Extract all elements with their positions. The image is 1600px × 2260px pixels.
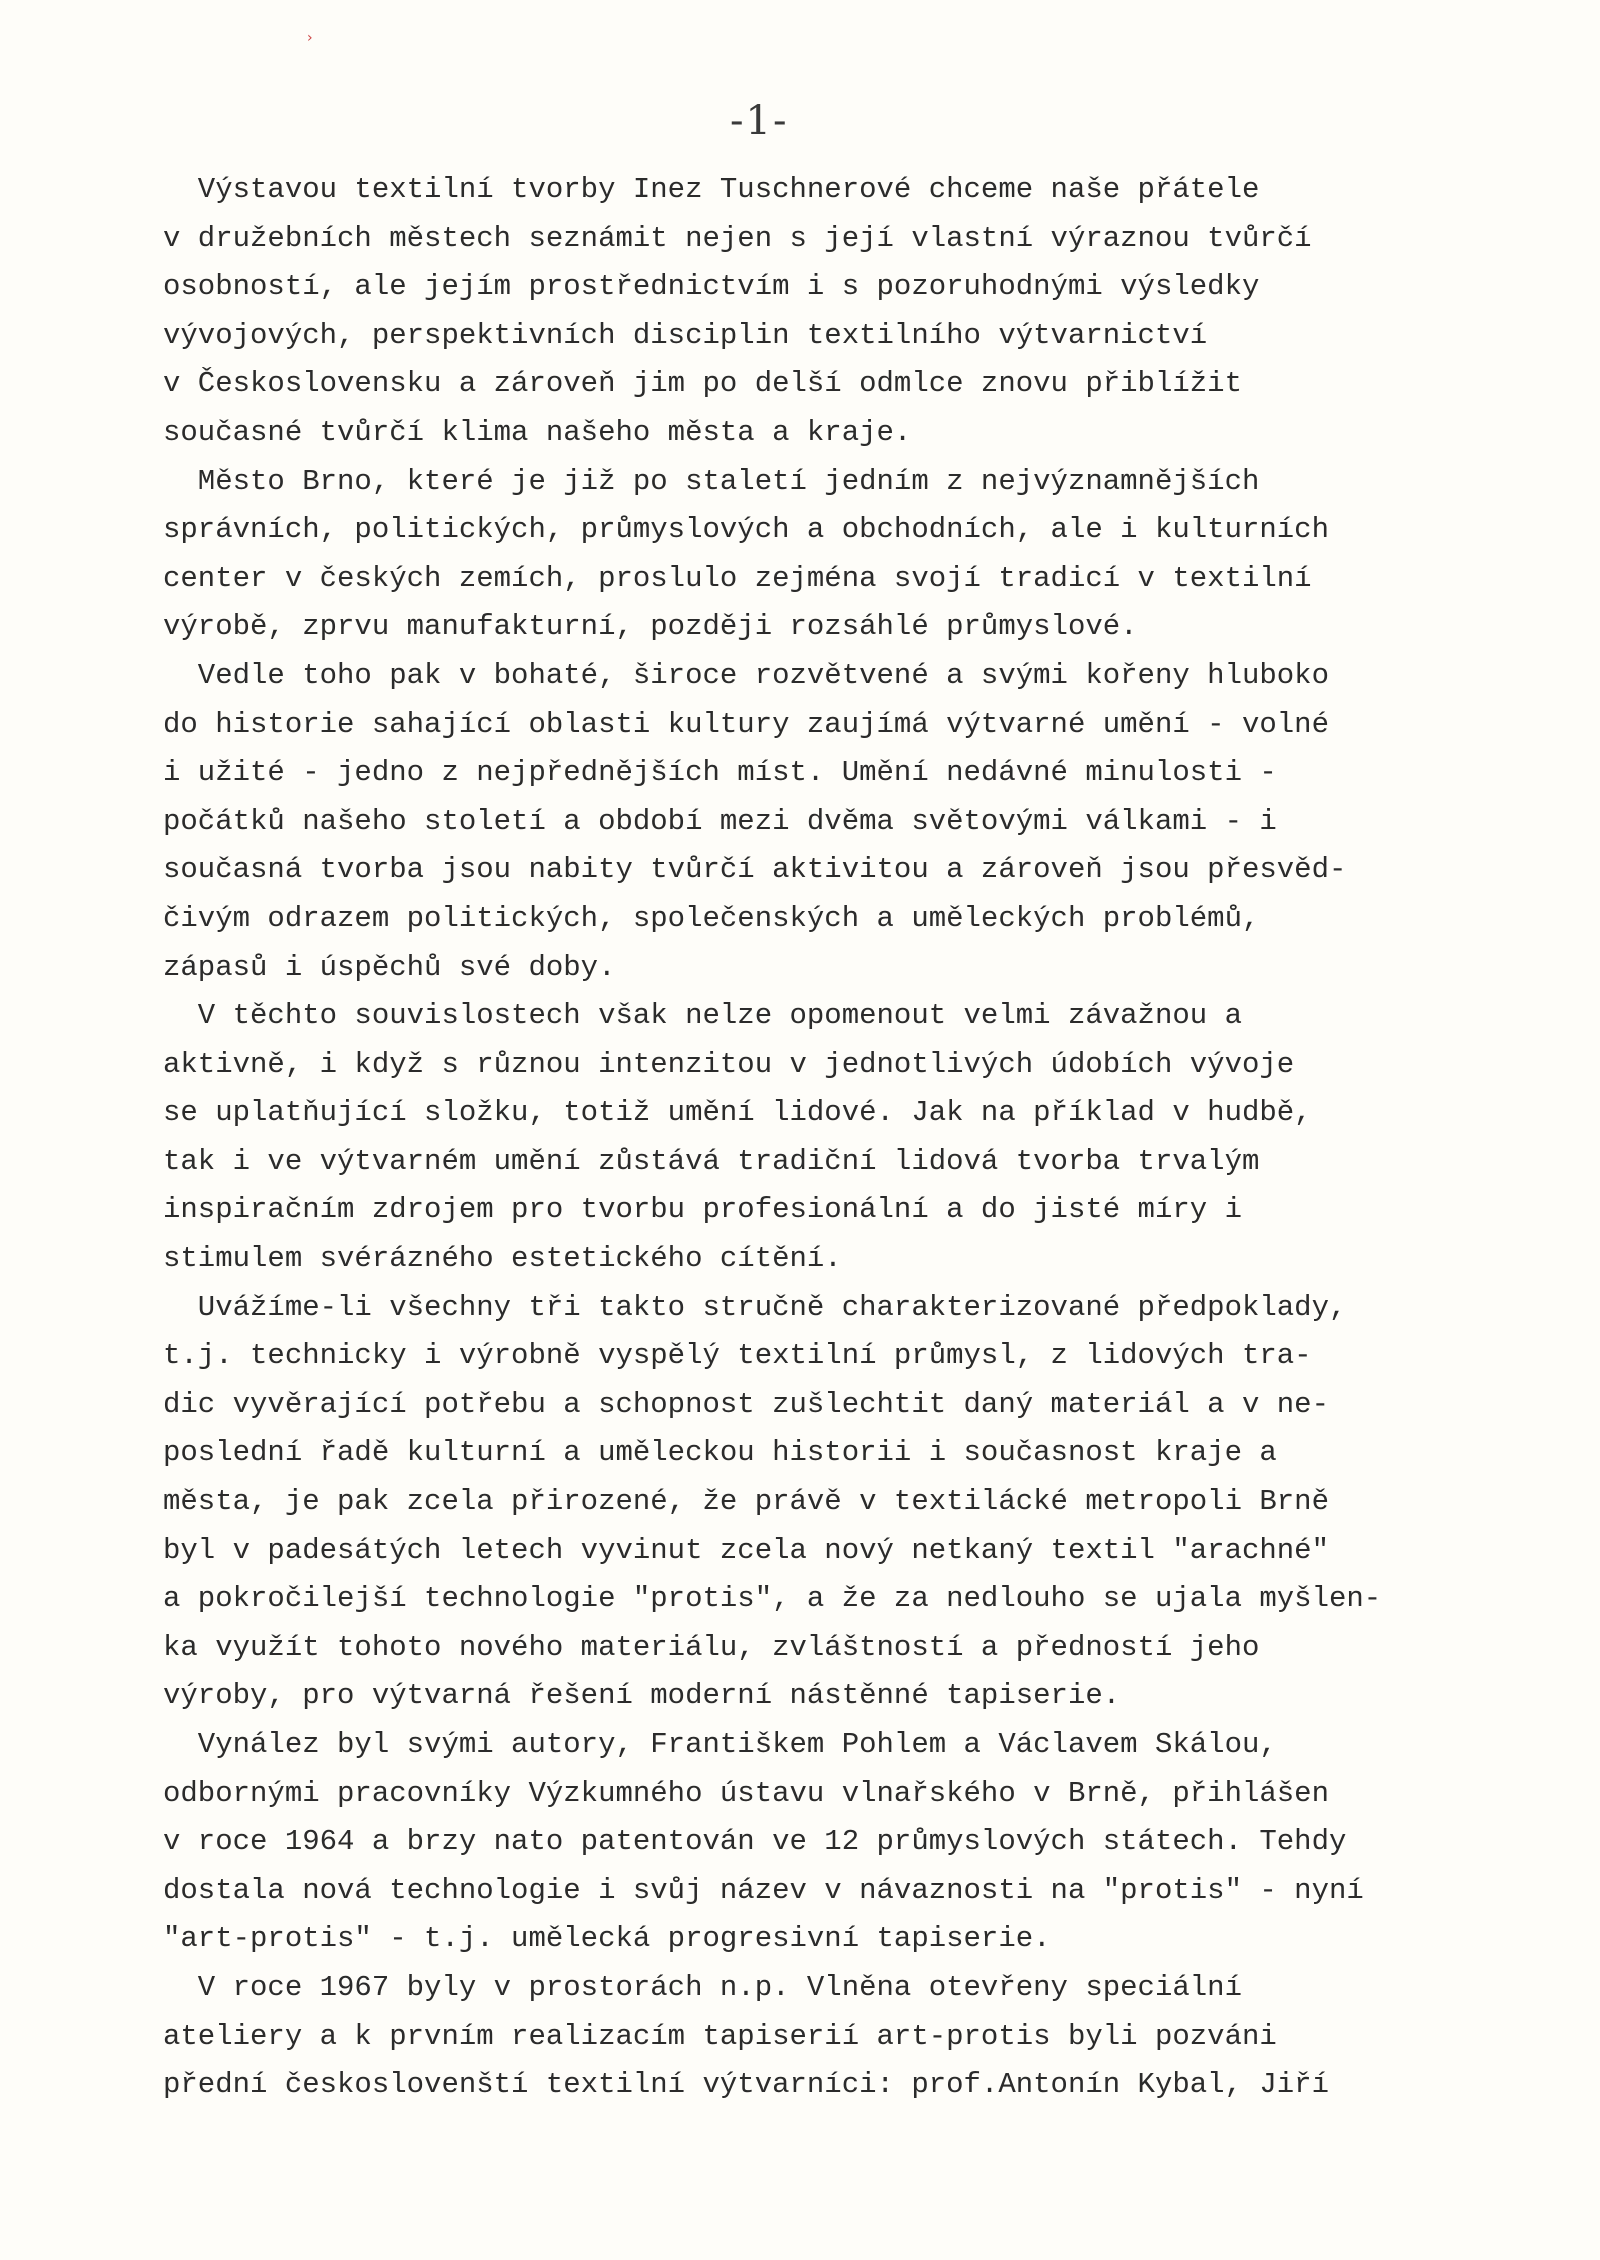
text-line: Město Brno, které je již po staletí jedním z nejvýznamnějších [163,464,1260,498]
text-line: aktivně, i když s různou intenzitou v jednotlivých údobích vývoje [163,1047,1295,1081]
text-line: dostala nová technologie i svůj název v návaznosti na "protis" - nyní [163,1873,1364,1907]
text-line: správních, politických, průmyslových a obchodních, ale i kulturních [163,513,1329,547]
text-line: inspiračním zdrojem pro tvorbu profesionální a do jisté míry i [163,1193,1242,1227]
text-line: tak i ve výtvarném umění zůstává tradiční lidová tvorba trvalým [163,1144,1260,1178]
text-line: výrobě, zprvu manufakturní, později rozsáhlé průmyslové. [163,610,1138,644]
text-line: V roce 1967 byly v prostorách n.p. Vlněna otevřeny speciální [163,1970,1242,2004]
text-line: Vynález byl svými autory, Františkem Pohlem a Václavem Skálou, [163,1728,1277,1761]
text-line: V těchto souvislostech však nelze opomenout velmi závažnou a [163,999,1242,1033]
text-line: v Československu a zároveň jim po delší odmlce znovu přiblížit [163,367,1242,401]
text-line: zápasů i úspěchů své doby. [163,950,616,984]
body-text [163,166,1563,2110]
text-line: do historie sahající oblasti kultury zaujímá výtvarné umění - volné [163,707,1329,741]
text-line: osobností, ale jejím prostřednictvím i s pozoruhodnými výsledky [163,270,1260,304]
text-line: dic vyvěrající potřebu a schopnost zušlechtit daný materiál a v ne- [163,1387,1329,1421]
text-line: i užité - jedno z nejpřednějších míst. Umění nedávné minulosti - [163,756,1277,790]
text-line: a pokročilejší technologie "protis", a že za nedlouho se ujala myšlen- [163,1582,1382,1616]
text-line: byl v padesátých letech vyvinut zcela nový netkaný textil "arachné" [163,1533,1329,1567]
text-line: současné tvůrčí klima našeho města a kraje. [163,415,912,449]
text-line: Uvážíme-li všechny tři takto stručně charakterizované předpoklady, [163,1290,1347,1324]
text-line: se uplatňující složku, totiž umění lidové. Jak na příklad v hudbě, [163,1096,1312,1130]
text-line: t.j. technicky i výrobně vyspělý textilní průmysl, z lidových tra- [163,1339,1312,1373]
text-line: současná tvorba jsou nabity tvůrčí aktivitou a zároveň jsou přesvěd- [163,853,1347,887]
text-line: vývojových, perspektivních disciplin textilního výtvarnictví [163,318,1208,352]
red-ink-mark: › [307,30,313,46]
text-line: čivým odrazem politických, společenských a uměleckých problémů, [163,901,1260,935]
text-line: výroby, pro výtvarná řešení moderní nástěnné tapiserie. [163,1679,1121,1713]
text-line: přední českoslovenští textilní výtvarníci: prof.Antonín Kybal, Jiří [163,2068,1329,2102]
text-line: v roce 1964 a brzy nato patentován ve 12 průmyslových státech. Tehdy [163,1825,1347,1859]
text-line: poslední řadě kulturní a uměleckou historii i současnost kraje a [163,1436,1277,1470]
text-line: "art-protis" - t.j. umělecká progresivní tapiserie. [163,1922,1051,1956]
text-line: stimulem svérázného estetického cítění. [163,1242,842,1276]
page-number: -1- [730,98,789,144]
text-line: ateliery a k prvním realizacím tapiserií art-protis byli pozváni [163,2019,1277,2053]
text-line: Výstavou textilní tvorby Inez Tuschnerové chceme naše přátele [163,173,1260,206]
text-line: center v českých zemích, proslulo zejména svojí tradicí v textilní [163,561,1312,595]
text-line: ka využít tohoto nového materiálu, zvláštností a předností jeho [163,1630,1260,1664]
text-line: Vedle toho pak v bohaté, široce rozvětvené a svými kořeny hluboko [163,658,1329,692]
text-line: města, je pak zcela přirozené, že právě v textilácké metropoli Brně [163,1485,1329,1519]
text-line: počátků našeho století a období mezi dvěma světovými válkami - i [163,804,1277,838]
text-line: odbornými pracovníky Výzkumného ústavu vlnařského v Brně, přihlášen [163,1776,1329,1810]
text-line: v družebních městech seznámit nejen s její vlastní výraznou tvůrčí [163,221,1312,255]
